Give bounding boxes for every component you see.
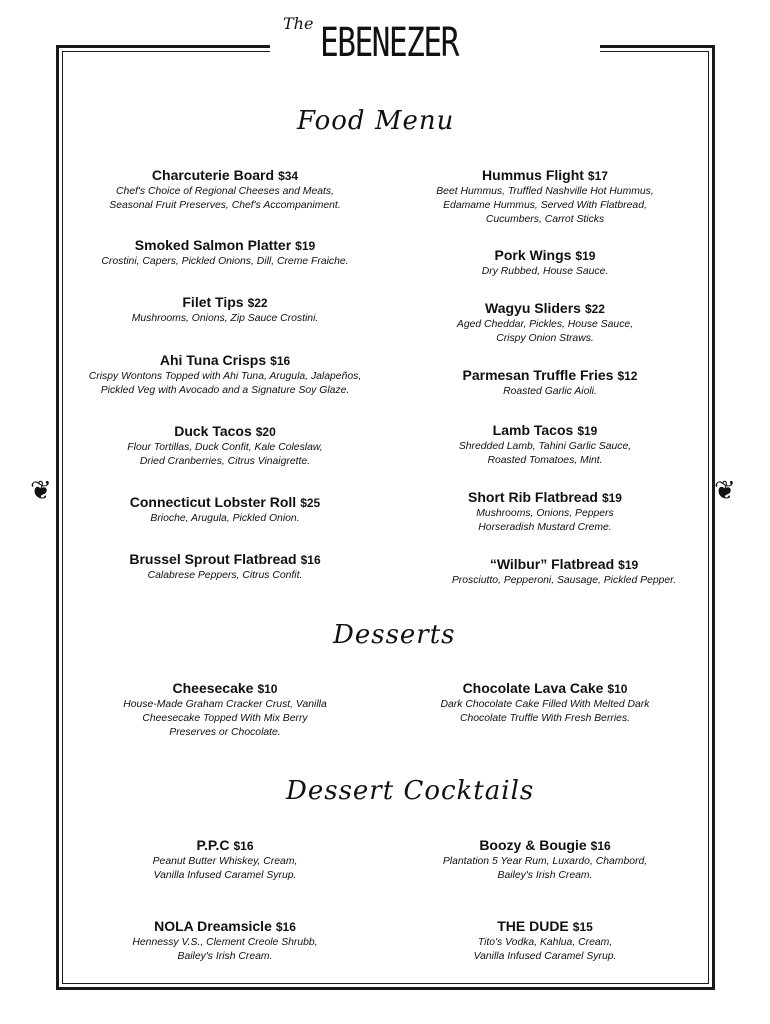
section-desserts-title: Desserts — [333, 620, 456, 650]
item-description: Peanut Butter Whiskey, Cream, Vanilla Infused Caramel Syrup. — [152, 856, 298, 881]
menu-item-nola-dreamsicle — [60, 916, 390, 964]
item-description: Mushrooms, Onions, Zip Sauce Crostini. — [131, 313, 319, 324]
item-name: “Wilbur” Flatbread — [489, 556, 615, 572]
item-name: Pork Wings — [494, 247, 572, 263]
item-price: $16 — [270, 354, 291, 368]
item-name: Brussel Sprout Flatbread — [129, 551, 297, 567]
item-price: $16 — [300, 553, 321, 567]
item-name: Connecticut Lobster Roll — [129, 494, 297, 510]
menu-item-duck-tacos — [60, 421, 390, 469]
item-description: Brioche, Arugula, Pickled Onion. — [150, 513, 300, 524]
item-price: $10 — [257, 682, 278, 696]
item-price: $12 — [617, 369, 638, 383]
menu-item-chocolate-lava-cake — [375, 678, 715, 726]
item-description: Dark Chocolate Cake Filled With Melted Dark Chocolate Truffle With Fresh Berries. — [440, 699, 650, 724]
item-description: Chef's Choice of Regional Cheeses and Meats, Seasonal Fruit Preserves, Chef's Accompaniment. — [109, 186, 341, 211]
section-food-menu-title: Food Menu — [297, 106, 455, 136]
item-description: Aged Cheddar, Pickles, House Sauce, Crispy Onion Straws. — [456, 319, 634, 344]
item-price: $19 — [575, 249, 596, 263]
item-name: THE DUDE — [497, 918, 569, 934]
item-price: $25 — [300, 496, 321, 510]
menu-item-short-rib-flatbread — [375, 487, 715, 535]
item-description: Calabrese Peppers, Citrus Confit. — [147, 570, 303, 581]
item-description: Shredded Lamb, Tahini Garlic Sauce, Roasted Tomatoes, Mint. — [458, 441, 632, 466]
menu-item-wagyu-sliders — [375, 298, 715, 346]
item-price: $16 — [590, 839, 611, 853]
menu-item-cheesecake — [60, 678, 390, 740]
item-description: Prosciutto, Pepperoni, Sausage, Pickled Pepper. — [451, 575, 677, 586]
menu-item-connecticut-lobster-roll — [60, 492, 390, 526]
item-name: Smoked Salmon Platter — [134, 237, 292, 253]
item-name: Chocolate Lava Cake — [462, 680, 604, 696]
item-name: Parmesan Truffle Fries — [462, 367, 614, 383]
item-price: $16 — [275, 920, 296, 934]
item-name: Wagyu Sliders — [485, 300, 581, 316]
item-description: Beet Hummus, Truffled Nashville Hot Hummus, Edamame Hummus, Served With Flatbread, Cucumbers, Carrot Sticks — [436, 186, 654, 225]
menu-item-parmesan-truffle-fries — [380, 365, 720, 399]
item-name: Hummus Flight — [482, 167, 584, 183]
menu-item-ppc — [60, 835, 390, 883]
item-description: Roasted Garlic Aioli. — [503, 386, 597, 397]
item-name: Cheesecake — [172, 680, 254, 696]
item-price: $10 — [607, 682, 628, 696]
fleur-ornament-right-icon: ❦ — [714, 476, 736, 506]
item-description: Hennessy V.S., Clement Creole Shrubb, Bailey's Irish Cream. — [132, 937, 318, 962]
fleur-ornament-left-icon: ❦ — [30, 476, 52, 506]
menu-item-the-dude — [375, 916, 715, 964]
menu-item-lamb-tacos — [375, 420, 715, 468]
item-name: Duck Tacos — [174, 423, 252, 439]
item-price: $19 — [601, 491, 622, 505]
item-price: $16 — [233, 839, 254, 853]
item-price: $22 — [584, 302, 605, 316]
item-name: Charcuterie Board — [151, 167, 275, 183]
item-description: Crostini, Capers, Pickled Onions, Dill, Creme Fraiche. — [101, 256, 349, 267]
item-name: NOLA Dreamsicle — [154, 918, 272, 934]
item-description: Flour Tortillas, Duck Confit, Kale Coleslaw, Dried Cranberries, Citrus Vinaigrette. — [127, 442, 323, 467]
logo-the: The — [283, 14, 314, 33]
item-price: $15 — [572, 920, 593, 934]
menu-item-wilbur-flatbread — [394, 554, 734, 588]
section-dessert-cocktails-title: Dessert Cocktails — [286, 776, 535, 806]
item-price: $20 — [255, 425, 276, 439]
item-price: $19 — [618, 558, 639, 572]
item-name: Short Rib Flatbread — [468, 489, 598, 505]
item-price: $19 — [295, 239, 316, 253]
item-name: Boozy & Bougie — [479, 837, 587, 853]
item-description: Dry Rubbed, House Sauce. — [481, 266, 609, 277]
menu-item-charcuterie-board — [60, 165, 390, 213]
menu-item-smoked-salmon-platter — [60, 235, 390, 269]
item-description: House-Made Graham Cracker Crust, Vanilla Cheesecake Topped With Mix Berry Preserves or Chocolate. — [123, 699, 327, 738]
logo-ebenezer: EBENEZER — [320, 20, 458, 66]
item-price: $22 — [247, 296, 268, 310]
item-description: Tito's Vodka, Kahlua, Cream, Vanilla Infused Caramel Syrup. — [473, 937, 617, 962]
item-price: $34 — [278, 169, 299, 183]
item-name: Lamb Tacos — [492, 422, 574, 438]
menu-item-pork-wings — [375, 245, 715, 279]
item-description: Crispy Wontons Topped with Ahi Tuna, Arugula, Jalapeños, Pickled Veg with Avocado and a Signature Soy Glaze. — [88, 371, 362, 396]
menu-item-ahi-tuna-crisps — [60, 350, 390, 398]
item-description: Mushrooms, Onions, Peppers Horseradish Mustard Creme. — [476, 508, 614, 533]
item-price: $19 — [577, 424, 598, 438]
menu-item-boozy-bougie — [375, 835, 715, 883]
item-name: Filet Tips — [182, 294, 244, 310]
item-name: P.P.C — [196, 837, 230, 853]
menu-item-filet-tips — [60, 292, 390, 326]
item-name: Ahi Tuna Crisps — [159, 352, 267, 368]
menu-item-hummus-flight — [375, 165, 715, 227]
menu-item-brussel-sprout-flatbread — [60, 549, 390, 583]
item-description: Plantation 5 Year Rum, Luxardo, Chambord, Bailey's Irish Cream. — [442, 856, 648, 881]
item-price: $17 — [587, 169, 608, 183]
